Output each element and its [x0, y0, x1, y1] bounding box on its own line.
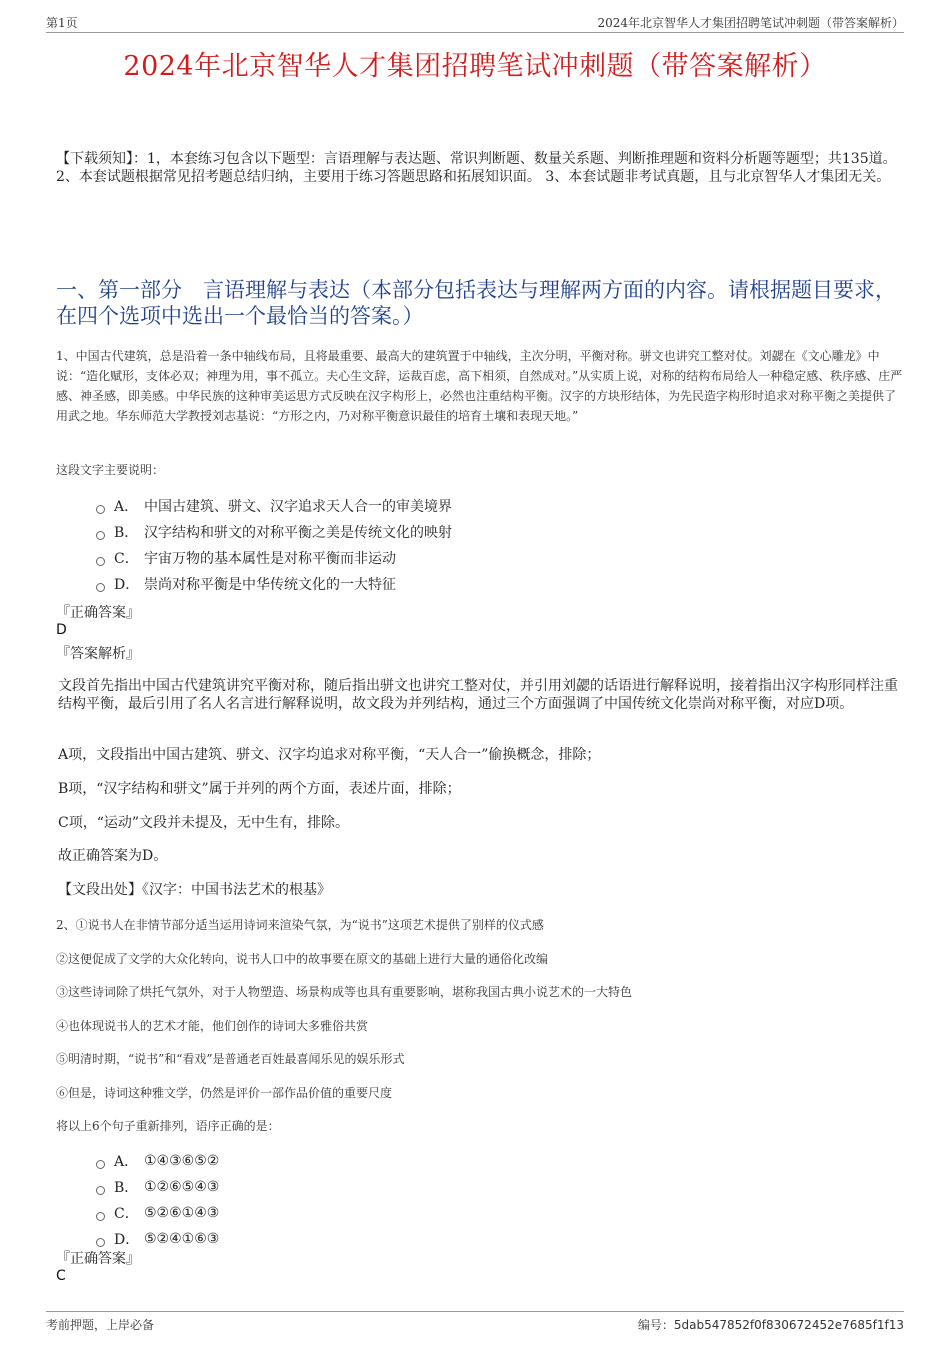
- page-number: 第1页: [46, 16, 78, 30]
- document-title: 2024年北京智华人才集团招聘笔试冲刺题（带答案解析）: [123, 51, 827, 82]
- footer-code-label: 编号：: [637, 1318, 674, 1332]
- q1-analysis-label: 『答案解析』: [56, 646, 140, 662]
- q2-answer-label: 『正确答案』: [56, 1251, 140, 1267]
- section-heading: 一、第一部分 言语理解与表达（本部分包括表达与理解两方面的内容。请根据题目要求，在四个选项中选出一个最恰当的答案。）: [56, 278, 896, 328]
- radio-icon[interactable]: [96, 557, 105, 566]
- q2-item-4: ④也体现说书人的艺术才能，他们创作的诗词大多雅俗共赏: [56, 1019, 369, 1033]
- q1-option-a[interactable]: A． 中国古建筑、骈文、汉字追求天人合一的审美境界: [96, 496, 452, 516]
- q2-option-c[interactable]: C． ⑤②⑥①④③: [96, 1203, 219, 1223]
- radio-icon[interactable]: [96, 505, 105, 514]
- q2-answer: C: [56, 1268, 66, 1284]
- radio-icon[interactable]: [96, 1212, 105, 1221]
- q1-analysis-b: B项，“汉字结构和骈文”属于并列的两个方面，表述片面，排除；: [58, 781, 461, 797]
- q1-option-d[interactable]: D． 崇尚对称平衡是中华传统文化的一大特征: [96, 574, 396, 594]
- q2-item-5: ⑤明清时期，“说书”和“看戏”是普通老百姓最喜闻乐见的娱乐形式: [56, 1052, 405, 1066]
- q2-item-2: ②这便促成了文学的大众化转向，说书人口中的故事要在原文的基础上进行大量的通俗化改编: [56, 952, 549, 966]
- q2-item-6: ⑥但是，诗词这种雅文学，仍然是评价一部作品价值的重要尺度: [56, 1086, 393, 1100]
- header-doc-title: 2024年北京智华人才集团招聘笔试冲刺题（带答案解析）: [597, 16, 904, 30]
- q1-option-b[interactable]: B． 汉字结构和骈文的对称平衡之美是传统文化的映射: [96, 522, 452, 542]
- q1-answer: D: [56, 622, 67, 638]
- q1-source: 【文段出处】《汉字：中国书法艺术的根基》: [58, 882, 331, 898]
- q1-analysis-c: C项，“运动”文段并未提及，无中生有，排除。: [58, 815, 350, 831]
- q1-analysis-conclusion: 故正确答案为D。: [58, 848, 168, 864]
- q1-passage: 1、中国古代建筑，总是沿着一条中轴线布局，且将最重要、最高大的建筑置于中轴线，主次分明，平衡对称。骈文也讲究工整对仗。刘勰在《文心雕龙》中说：“造化赋形，支体必双；神理为用，事不孤立。夫心生文辞，运裁百虑，高下相须，自然成对。”从实质上说，对称的结构布局给人一种稳定感、秩序感、庄严感、神圣感，即美感。中华民族的这种审美运思方式反映在汉字构形上，必然也注重结构平衡。汉字的方块形结体，为先民造字构形时追求对称平衡之美提供了用武之地。华东师范大学教授刘志基说：“方形之内，乃对称平衡意识最佳的培育土壤和表现天地。”: [56, 349, 903, 423]
- header-divider: [46, 32, 904, 33]
- q2-item-3: ③这些诗词除了烘托气氛外，对于人物塑造、场景构成等也具有重要影响，堪称我国古典小说艺术的一大特色: [56, 985, 633, 999]
- radio-icon[interactable]: [96, 1160, 105, 1169]
- q2-option-d[interactable]: D． ⑤②④①⑥③: [96, 1229, 219, 1249]
- radio-icon[interactable]: [96, 531, 105, 540]
- q2-question: 将以上6个句子重新排列，语序正确的是：: [56, 1119, 280, 1133]
- footer-slogan: 考前押题，上岸必备: [46, 1318, 155, 1332]
- radio-icon[interactable]: [96, 583, 105, 592]
- q1-option-c[interactable]: C． 宇宙万物的基本属性是对称平衡而非运动: [96, 548, 396, 568]
- q1-answer-label: 『正确答案』: [56, 605, 140, 621]
- footer-code-value: 5dab547852f0f830672452e7685f1f13: [673, 1318, 904, 1332]
- q1-analysis-para: 文段首先指出中国古代建筑讲究平衡对称，随后指出骈文也讲究工整对仗，并引用刘勰的话语进行解释说明，接着指出汉字构形同样注重结构平衡，最后引用了名人名言进行解释说明，故文段为并列结构，通过三个方面强调了中国传统文化崇尚对称平衡，对应D项。: [58, 678, 898, 712]
- radio-icon[interactable]: [96, 1186, 105, 1195]
- footer-divider: [46, 1311, 904, 1312]
- download-notice: 【下载须知】：1，本套练习包含以下题型：言语理解与表达题、常识判断题、数量关系题、判断推理题和资料分析题等题型；共135道。 2、本套试题根据常见招考题总结归纳，主要用于练习答题思路和拓展知识面。 3、本套试题非考试真题，且与北京智华人才集团无关。: [56, 151, 897, 185]
- q2-option-b[interactable]: B． ①②⑥⑤④③: [96, 1177, 219, 1197]
- q2-option-a[interactable]: A． ①④③⑥⑤②: [96, 1151, 219, 1171]
- footer-code: [638, 1316, 904, 1333]
- q1-question: 这段文字主要说明：: [56, 463, 165, 477]
- q1-analysis-a: A项，文段指出中国古建筑、骈文、汉字均追求对称平衡，“天人合一”偷换概念，排除；: [58, 747, 601, 763]
- radio-icon[interactable]: [96, 1238, 105, 1247]
- q2-stem: 2、①说书人在非情节部分适当运用诗词来渲染气氛，为“说书”这项艺术提供了别样的仪式感: [56, 918, 544, 932]
